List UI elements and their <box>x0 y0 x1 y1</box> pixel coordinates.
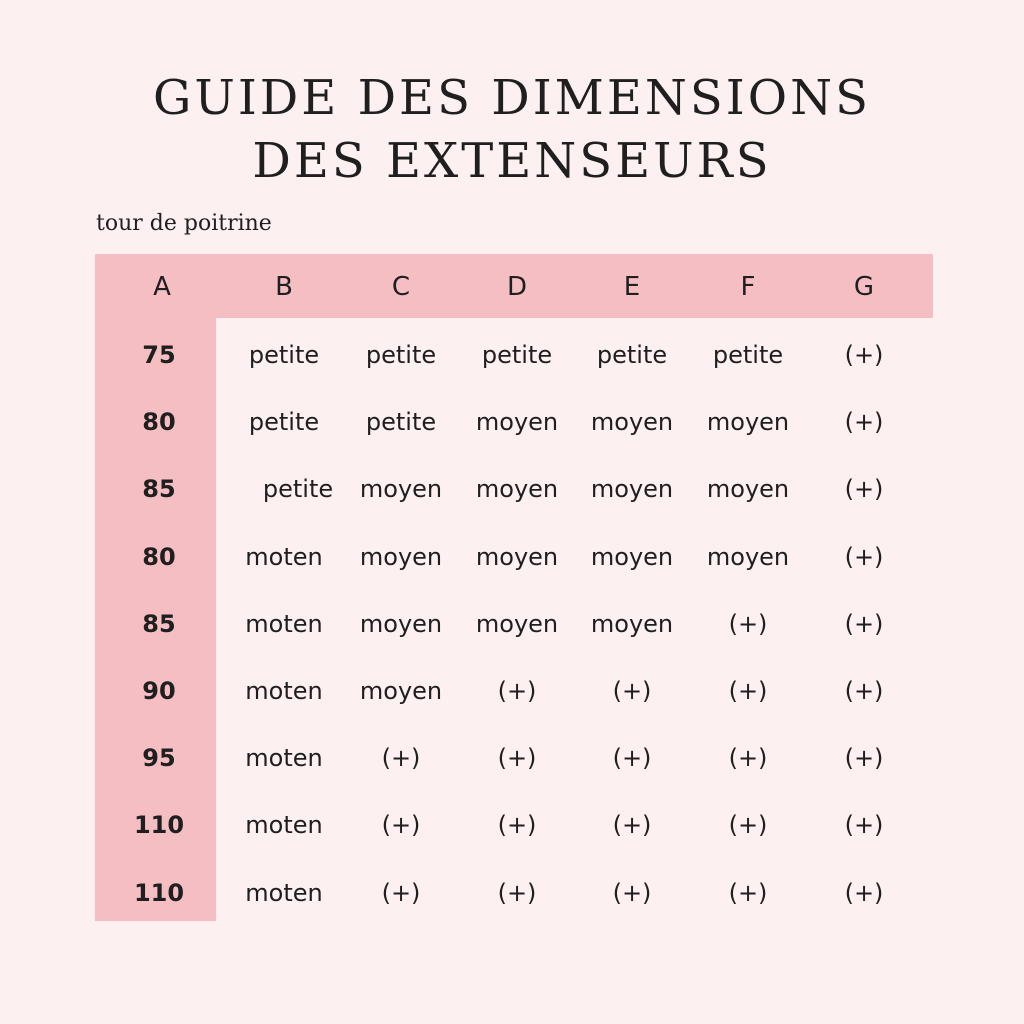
table-cell: moyen <box>475 609 559 638</box>
table-cell: moyen <box>475 408 559 437</box>
table-cell: petite <box>365 408 437 437</box>
row-label: 85 <box>142 609 176 638</box>
column-header-1: B <box>275 272 293 302</box>
column-header-6: G <box>853 272 875 302</box>
table-cell: (+) <box>844 341 884 369</box>
table-cell: (+) <box>844 408 884 437</box>
column-header-5: F <box>740 272 756 302</box>
column-header-0: A <box>153 272 171 302</box>
column-header-3: D <box>506 272 528 302</box>
row-label: 110 <box>133 811 185 840</box>
table-cell: petite <box>481 341 553 369</box>
table-cell: (+) <box>728 609 768 638</box>
table-cell: (+) <box>844 811 884 840</box>
table-cell: moten <box>245 744 323 773</box>
table-cell: moyen <box>475 542 559 571</box>
table-cell: moyen <box>590 609 674 638</box>
row-label: 95 <box>142 744 176 773</box>
table-cell: (+) <box>381 811 421 840</box>
table-cell: (+) <box>381 744 421 773</box>
table-cell: moyen <box>359 609 443 638</box>
table-cell: moten <box>245 609 323 638</box>
row-label: 80 <box>142 408 176 437</box>
table-cell: petite <box>365 341 437 369</box>
table-cell: petite <box>248 341 320 369</box>
table-subtitle: tour de poitrine <box>96 211 272 236</box>
table-cell: (+) <box>844 878 884 907</box>
table-cell: (+) <box>844 542 884 571</box>
table-cell: (+) <box>612 744 652 773</box>
table-cell: (+) <box>612 811 652 840</box>
table-cell: (+) <box>497 677 537 705</box>
table-cell: moyen <box>590 408 674 437</box>
table-cell: (+) <box>497 811 537 840</box>
table-cell: petite <box>596 341 668 369</box>
table-cell: moyen <box>359 475 443 504</box>
row-label: 75 <box>142 341 176 369</box>
table-cell: (+) <box>844 609 884 638</box>
table-cell: (+) <box>844 744 884 773</box>
table-cell: petite <box>248 408 320 437</box>
table-cell: moyen <box>590 475 674 504</box>
page-title-line-1: GUIDE DES DIMENSIONS <box>153 70 871 126</box>
table-cell: moten <box>245 811 323 840</box>
row-label: 90 <box>142 677 176 705</box>
table-cell: moyen <box>359 542 443 571</box>
row-label: 110 <box>133 878 185 907</box>
column-header-2: C <box>391 272 411 302</box>
table-cell: moten <box>245 542 323 571</box>
table-cell: petite <box>262 475 334 504</box>
table-cell: (+) <box>612 878 652 907</box>
table-cell: (+) <box>612 677 652 705</box>
table-cell: (+) <box>497 878 537 907</box>
table-cell: moyen <box>706 542 790 571</box>
table-cell: (+) <box>728 744 768 773</box>
table-cell: moyen <box>590 542 674 571</box>
row-label: 85 <box>142 475 176 504</box>
table-cell: moyen <box>706 475 790 504</box>
table-cell: (+) <box>728 878 768 907</box>
table-cell: moyen <box>359 677 443 705</box>
table-cell: moyen <box>706 408 790 437</box>
table-cell: moten <box>245 677 323 705</box>
table-cell: (+) <box>844 677 884 705</box>
table-cell: (+) <box>728 677 768 705</box>
table-cell: (+) <box>728 811 768 840</box>
table-cell: (+) <box>844 475 884 504</box>
row-label: 80 <box>142 542 176 571</box>
table-cell: moten <box>245 878 323 907</box>
page-title-line-2: DES EXTENSEURS <box>252 133 772 189</box>
column-header-4: E <box>623 272 641 302</box>
table-cell: (+) <box>497 744 537 773</box>
table-cell: (+) <box>381 878 421 907</box>
table-cell: moyen <box>475 475 559 504</box>
table-cell: petite <box>712 341 784 369</box>
